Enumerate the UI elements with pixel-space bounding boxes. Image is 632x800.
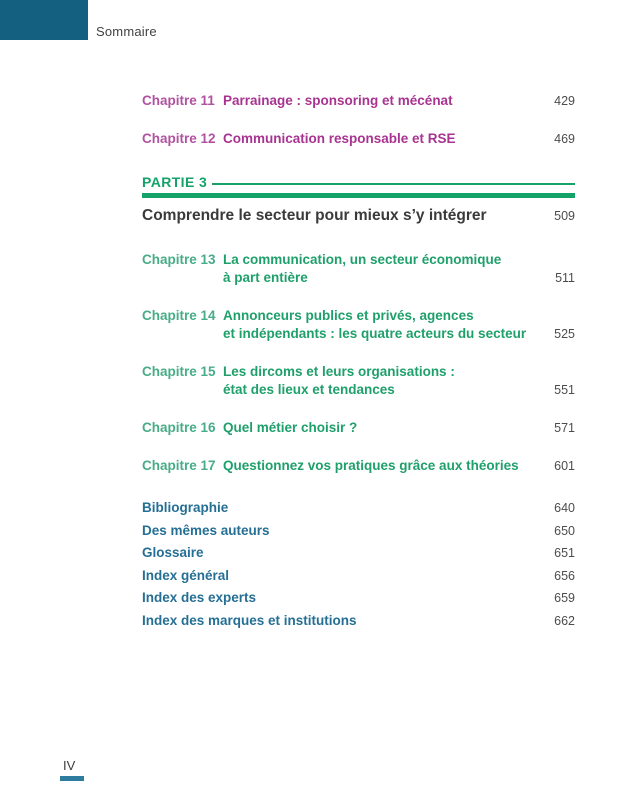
part3-title-row [142, 207, 575, 225]
chapter-page-number: 511 [555, 271, 575, 285]
part3-header [142, 174, 575, 225]
toc-entry-chapitre-11 [142, 92, 575, 110]
chapter-title: Parrainage : sponsoring et mécénat [223, 93, 453, 108]
corner-accent-block [0, 0, 88, 40]
part3-title: Comprendre le secteur pour mieux s’y intégrer [142, 207, 487, 224]
back-matter-page-number: 640 [554, 501, 575, 515]
chapter-page-number: 525 [554, 327, 575, 341]
chapter-label: Chapitre 15 [142, 364, 216, 379]
back-matter-title: Index des experts [142, 590, 257, 605]
back-matter-title: Index des marques et institutions [142, 612, 357, 628]
chapter-title: Communication responsable et RSE [223, 131, 456, 146]
folio-accent-bar [60, 776, 84, 781]
running-head-title: Sommaire [96, 24, 157, 39]
back-matter-title: Des mêmes auteurs [142, 522, 270, 538]
back-matter-item-index-general [142, 567, 575, 585]
back-matter-page-number: 659 [554, 591, 575, 605]
chapter-label: Chapitre 17 [142, 458, 216, 473]
toc-entry-chapitre-17 [142, 457, 575, 475]
back-matter-title: Index général [142, 567, 230, 583]
chapter-title-line-2: et indépendants : les quatre acteurs du secteur [223, 326, 527, 341]
back-matter-item-index-des-marques [142, 612, 575, 630]
chapter-page-number: 571 [554, 421, 575, 435]
toc-entry-chapitre-14 [142, 307, 575, 343]
chapter-title [223, 307, 526, 343]
chapter-label: Chapitre 12 [142, 131, 216, 146]
chapter-label: Chapitre 14 [142, 308, 216, 323]
back-matter-page-number: 651 [554, 546, 575, 560]
chapter-title: Quel métier choisir ? [223, 420, 358, 435]
toc-entry-chapitre-16 [142, 419, 575, 437]
back-matter-item-des-memes-auteurs [142, 522, 575, 540]
part3-page-number: 509 [554, 209, 575, 223]
part3-divider-bar [142, 193, 575, 198]
back-matter-page-number: 656 [554, 568, 575, 583]
chapter-label: Chapitre 13 [142, 252, 216, 267]
chapter-title [223, 251, 501, 287]
back-matter-page-number: 662 [554, 613, 575, 628]
back-matter-item-index-des-experts [142, 589, 575, 607]
part3-kicker: PARTIE 3 [142, 174, 208, 190]
back-matter-item-glossaire [142, 544, 575, 562]
chapter-title-line-2: à part entière [223, 270, 308, 285]
back-matter-page-number: 650 [554, 523, 575, 538]
back-matter-title: Glossaire [142, 545, 204, 560]
chapter-page-number: 551 [554, 383, 575, 397]
chapter-title: Questionnez vos pratiques grâce aux théories [223, 458, 519, 473]
chapter-page-number: 429 [554, 94, 575, 108]
back-matter-list [142, 499, 575, 630]
back-matter-item-bibliographie [142, 499, 575, 517]
toc-entry-chapitre-15 [142, 363, 575, 399]
chapter-title [223, 363, 455, 399]
toc-content [142, 92, 575, 634]
chapter-title-line-1: Les dircoms et leurs organisations : [223, 364, 455, 379]
chapter-title-line-1: Annonceurs publics et privés, agences [223, 308, 474, 323]
folio-page-number: IV [63, 758, 76, 773]
part3-kicker-row [142, 174, 575, 190]
back-matter-title: Bibliographie [142, 500, 229, 515]
chapter-label: Chapitre 11 [142, 93, 215, 108]
toc-entry-chapitre-13 [142, 251, 575, 287]
chapter-title-line-2: état des lieux et tendances [223, 382, 395, 397]
part3-kicker-rule [212, 183, 575, 185]
chapter-page-number: 469 [554, 132, 575, 146]
chapter-label: Chapitre 16 [142, 420, 216, 435]
toc-entry-chapitre-12 [142, 130, 575, 148]
chapter-title-line-1: La communication, un secteur économique [223, 252, 502, 267]
chapter-page-number: 601 [554, 459, 575, 473]
